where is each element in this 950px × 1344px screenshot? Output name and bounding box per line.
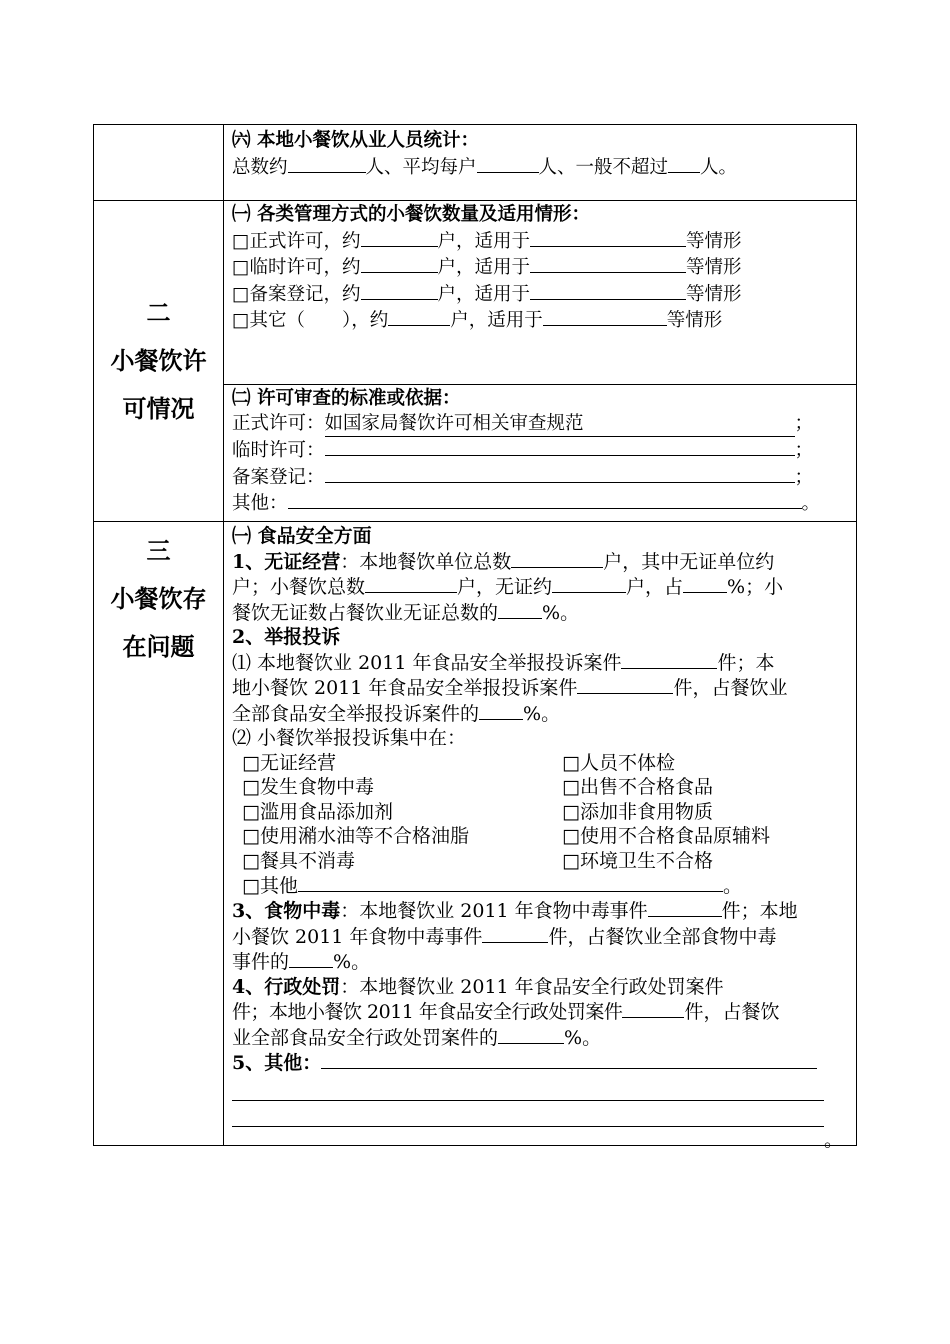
- poisoning-line-1: 3、食物中毒：本地餐饮业 2011 年食物中毒事件 件；本地: [232, 900, 798, 922]
- check-additive-abuse[interactable]: □滥用食品添加剂: [242, 800, 393, 823]
- column-divider: [223, 125, 224, 1145]
- other-issues-field[interactable]: [321, 1050, 817, 1069]
- review-standards-cell: [232, 387, 848, 517]
- poisoning-line-2: 小餐饮 2011 年食物中毒事件 件，占餐饮业全部食物中毒: [232, 925, 777, 948]
- unlicensed-line-1: 1、无证经营：本地餐饮单位总数 户，其中无证单位约: [232, 550, 775, 573]
- subrow-divider: [223, 384, 856, 385]
- complaints-line-2: 地小餐饮 2011 年食品安全举报投诉案件 件，占餐饮业: [232, 677, 788, 699]
- food-safety-heading: ㈠ 食品安全方面: [232, 525, 372, 547]
- other-complaint-field[interactable]: [298, 873, 723, 892]
- management-types-heading: ㈠ 各类管理方式的小餐饮数量及适用情形：: [232, 204, 590, 225]
- staff-stats-heading: ㈥ 本地小餐饮从业人员统计：: [232, 130, 479, 151]
- mgmt-row-formal: □正式许可，约 户，适用于 等情形: [232, 228, 848, 255]
- complaints-line-1: ⑴ 本地餐饮业 2011 年食品安全举报投诉案件 件；本: [232, 651, 775, 674]
- other-issues-line-4: 。: [232, 1127, 848, 1153]
- penalty-paragraph: 4、行政处罚：本地餐饮业 2011 年食品安全行政处罚案件 件；本地小餐饮 2011 年食品安全行政处罚案件 件，占餐饮 业全部食品安全行政处罚案件的 %。: [232, 975, 780, 1049]
- poisoning-line-3: 事件的 %。: [232, 951, 371, 973]
- standard-formal-row: 正式许可：如国家局餐饮许可相关审查规范 ；: [232, 412, 848, 438]
- standard-other-row: 其他： 。: [232, 490, 848, 517]
- row-divider-2: [94, 521, 856, 522]
- check-tableware[interactable]: □餐具不消毒: [242, 849, 355, 872]
- temporary-license-checkbox[interactable]: □: [232, 257, 250, 278]
- mgmt-row-other: □其它（ ），约 户，适用于 等情形: [232, 307, 848, 334]
- unlicensed-line-3: 餐饮无证数占餐饮业无证总数的 %。: [232, 601, 580, 624]
- check-other[interactable]: □其他: [242, 874, 298, 897]
- mgmt-row-registration: □备案登记，约 户，适用于 等情形: [232, 281, 848, 308]
- standard-registration-row: 备案登记： ；: [232, 464, 848, 491]
- check-unlicensed[interactable]: □无证经营: [242, 751, 336, 774]
- complaint-checklist: [232, 751, 848, 873]
- registration-standard-field[interactable]: [325, 464, 795, 483]
- other-mgmt-checkbox[interactable]: □: [232, 310, 250, 331]
- avg-staff-blank[interactable]: [477, 154, 539, 173]
- other-issues-line-3[interactable]: [232, 1101, 824, 1127]
- other-issues-line-2[interactable]: [232, 1076, 824, 1102]
- complaints-focus-label: ⑵ 小餐饮举报投诉集中在：: [232, 727, 467, 749]
- other-standard-field[interactable]: [288, 490, 802, 509]
- check-unqualified-ingredients[interactable]: □使用不合格食品原辅料: [562, 825, 770, 847]
- section-3-label: 三 小餐饮存 在问题: [110, 536, 207, 661]
- other-issues-row: 5、其他：: [232, 1050, 848, 1076]
- max-staff-blank[interactable]: [668, 154, 700, 173]
- unlicensed-line-2: 户；小餐饮总数 户，无证约 户，占 %；小: [232, 576, 784, 598]
- check-unqualified-food[interactable]: □出售不合格食品: [562, 776, 713, 798]
- management-types-cell: [232, 203, 848, 334]
- total-staff-blank[interactable]: [288, 154, 366, 173]
- section-2-label: 二 小餐饮许 可情况: [110, 298, 207, 423]
- check-non-food-substance[interactable]: □添加非食用物质: [562, 800, 713, 823]
- check-hygiene[interactable]: □环境卫生不合格: [562, 849, 713, 872]
- check-food-poisoning[interactable]: □发生食物中毒: [242, 776, 374, 798]
- temporary-standard-field[interactable]: [325, 437, 795, 456]
- staff-stats-line: 总数约 人、平均每户 人、一般不超过 人。: [232, 154, 848, 181]
- registration-checkbox[interactable]: □: [232, 283, 250, 305]
- complaints-line-3: 全部食品安全举报投诉案件的 %。: [232, 702, 561, 725]
- check-waste-oil[interactable]: □使用潲水油等不合格油脂: [242, 825, 469, 847]
- review-standards-heading: ㈡ 许可审查的标准或依据：: [232, 388, 461, 409]
- formal-license-checkbox[interactable]: □: [232, 230, 250, 252]
- standard-temporary-row: 临时许可： ；: [232, 437, 848, 464]
- complaints-heading: 2、举报投诉: [232, 626, 341, 648]
- mgmt-row-temporary: □临时许可，约 户，适用于 等情形: [232, 254, 848, 281]
- row-divider-1: [94, 200, 856, 201]
- problems-cell: [232, 524, 848, 1152]
- complaint-other-row: □其他 。: [242, 874, 742, 897]
- check-no-health-exam[interactable]: □人员不体检: [562, 751, 675, 774]
- staff-stats-cell: [232, 129, 848, 180]
- form-table: [93, 124, 857, 1151]
- formal-standard-field[interactable]: 如国家局餐饮许可相关审查规范: [325, 412, 795, 438]
